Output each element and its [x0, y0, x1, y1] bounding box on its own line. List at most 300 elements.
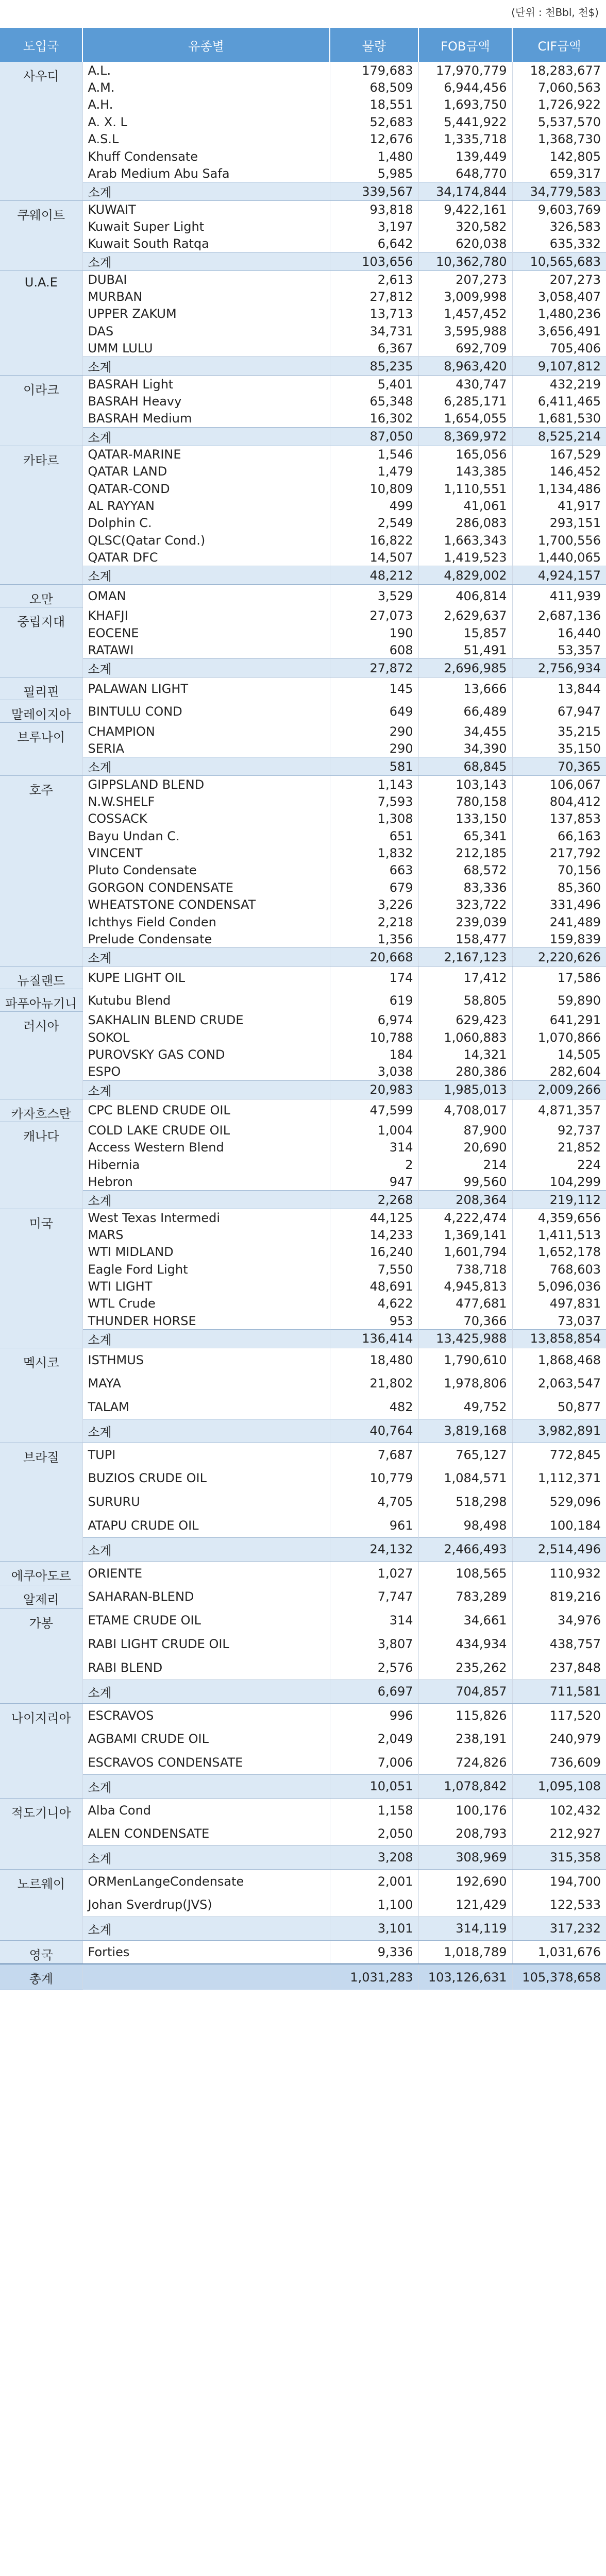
table-row: [0, 1046, 606, 1063]
country-cell: 이라크: [0, 376, 82, 446]
cif-cell: 66,163: [558, 828, 601, 843]
cif-cell: 237,848: [549, 1660, 601, 1675]
crude-name-cell: MARS: [82, 1226, 330, 1243]
table-body: [0, 62, 606, 1990]
crude-name-cell: AL RAYYAN: [82, 497, 330, 514]
crude-name-cell: RATAWI: [82, 642, 330, 659]
table-row: [0, 288, 606, 305]
cif-cell: 1,134,486: [537, 481, 601, 496]
crude-name-cell: A.L.: [82, 62, 330, 79]
subtotal-cif: 2,756,934: [512, 659, 606, 677]
cif-cell: 18,283,677: [530, 63, 601, 78]
crude-name-cell: West Texas Intermedi: [82, 1209, 330, 1226]
volume-cell: 663: [330, 862, 418, 879]
fob-cell: 115,826: [418, 1703, 512, 1727]
country-cell: 나이지리아: [0, 1703, 82, 1798]
volume-cell: 12,676: [330, 131, 418, 148]
country-cell: 파푸아뉴기니: [0, 989, 82, 1012]
crude-name-cell: ESCRAVOS: [82, 1703, 330, 1727]
volume-cell: 9,336: [330, 1940, 418, 1964]
cif-cell: 159,839: [549, 931, 601, 946]
volume-cell: 10,779: [330, 1466, 418, 1490]
subtotal-volume: 24,132: [330, 1537, 418, 1561]
table-row: [0, 393, 606, 410]
crude-name-cell: QATAR LAND: [82, 463, 330, 480]
crude-name-cell: ALEN CONDENSATE: [82, 1822, 330, 1845]
fob-cell: 783,289: [418, 1585, 512, 1608]
subtotal-volume: 136,414: [330, 1329, 418, 1348]
cif-cell: 102,432: [549, 1803, 601, 1818]
crude-name-cell: BUZIOS CRUDE OIL: [82, 1466, 330, 1490]
table-row: [0, 96, 606, 113]
volume-cell: 6,974: [330, 1012, 418, 1029]
fob-cell: 620,038: [418, 235, 512, 252]
table-row: [0, 1561, 606, 1585]
fob-cell: 238,191: [418, 1727, 512, 1751]
volume-cell: 314: [330, 1139, 418, 1156]
cif-cell: 53,357: [558, 642, 601, 657]
fob-cell: 207,273: [418, 271, 512, 288]
table-row: [0, 967, 606, 989]
country-cell: 브라질: [0, 1443, 82, 1561]
fob-cell: 9,422,161: [418, 201, 512, 218]
volume-cell: 1,308: [330, 810, 418, 827]
volume-cell: 18,480: [330, 1348, 418, 1371]
fob-cell: 1,457,452: [418, 306, 512, 323]
subtotal-volume: 3,208: [330, 1845, 418, 1869]
crude-name-cell: Access Western Blend: [82, 1139, 330, 1156]
country-cell: 필리핀: [0, 677, 82, 700]
volume-cell: 145: [330, 677, 418, 700]
fob-cell: 4,708,017: [418, 1099, 512, 1122]
fob-cell: 17,412: [418, 967, 512, 989]
table-row: [0, 306, 606, 323]
country-cell: U.A.E: [0, 271, 82, 376]
crude-name-cell: ESCRAVOS CONDENSATE: [82, 1751, 330, 1774]
subtotal-label: 소계: [82, 1845, 330, 1869]
cif-cell: 67,947: [558, 704, 601, 719]
table-row: [0, 1822, 606, 1845]
table-row: [0, 642, 606, 659]
crude-name-cell: BINTULU COND: [82, 700, 330, 723]
cif-cell: 4,871,357: [537, 1103, 601, 1118]
crude-name-cell: QATAR-COND: [82, 480, 330, 497]
subtotal-volume: 2,268: [330, 1191, 418, 1209]
country-cell: 영국: [0, 1940, 82, 1964]
volume-cell: 14,233: [330, 1226, 418, 1243]
cif-cell: 1,411,513: [537, 1227, 601, 1242]
cif-cell: 1,700,556: [537, 533, 601, 548]
table-row: [0, 810, 606, 827]
fob-cell: 320,582: [418, 218, 512, 235]
table-row: [0, 165, 606, 182]
crude-name-cell: A. X. L: [82, 113, 330, 130]
crude-name-cell: Kuwait Super Light: [82, 218, 330, 235]
subtotal-volume: 48,212: [330, 566, 418, 585]
fob-cell: 20,690: [418, 1139, 512, 1156]
volume-cell: 27,073: [330, 607, 418, 624]
cif-cell: 241,489: [549, 914, 601, 929]
subtotal-fob: 2,466,493: [418, 1537, 512, 1561]
subtotal-cif: 711,581: [512, 1680, 606, 1703]
volume-cell: 21,802: [330, 1371, 418, 1395]
fob-cell: 518,298: [418, 1490, 512, 1514]
crude-name-cell: PUROVSKY GAS COND: [82, 1046, 330, 1063]
subtotal-cif: 70,365: [512, 757, 606, 776]
cif-cell: 1,070,866: [537, 1030, 601, 1045]
table-row: [0, 776, 606, 793]
fob-cell: 58,805: [418, 989, 512, 1012]
subtotal-volume: 85,235: [330, 357, 418, 376]
volume-cell: 619: [330, 989, 418, 1012]
subtotal-label: 소계: [82, 252, 330, 271]
table-row: [0, 1278, 606, 1295]
volume-cell: 1,480: [330, 148, 418, 165]
total-volume: 1,031,283: [330, 1964, 418, 1990]
crude-name-cell: TUPI: [82, 1443, 330, 1466]
crude-name-cell: Prelude Condensate: [82, 930, 330, 947]
fob-cell: 2,629,637: [418, 607, 512, 624]
country-cell: 사우디: [0, 62, 82, 201]
subtotal-row: [0, 1080, 606, 1099]
cif-cell: 438,757: [549, 1637, 601, 1652]
volume-cell: 2,049: [330, 1727, 418, 1751]
table-row: [0, 607, 606, 624]
total-cif: 105,378,658: [512, 1964, 606, 1990]
table-header-row: [0, 28, 606, 62]
volume-cell: 7,593: [330, 793, 418, 810]
crude-name-cell: MURBAN: [82, 288, 330, 305]
cif-cell: 35,215: [558, 724, 601, 739]
table-row: [0, 62, 606, 79]
cif-cell: 137,853: [549, 811, 601, 826]
subtotal-row: [0, 1680, 606, 1703]
crude-name-cell: Arab Medium Abu Safa: [82, 165, 330, 182]
subtotal-volume: 10,051: [330, 1774, 418, 1798]
crude-name-cell: Kutubu Blend: [82, 989, 330, 1012]
volume-cell: 961: [330, 1514, 418, 1537]
cif-cell: 224: [577, 1157, 601, 1172]
fob-cell: 434,934: [418, 1632, 512, 1656]
fob-cell: 323,722: [418, 896, 512, 913]
cif-cell: 21,852: [558, 1140, 601, 1155]
table-row: [0, 1122, 606, 1139]
fob-cell: 430,747: [418, 376, 512, 393]
crude-name-cell: GIPPSLAND BLEND: [82, 776, 330, 793]
subtotal-fob: 8,369,972: [418, 427, 512, 446]
subtotal-cif: 315,358: [512, 1845, 606, 1869]
country-cell: 말레이지아: [0, 700, 82, 723]
subtotal-label: 소계: [82, 1191, 330, 1209]
cif-cell: 34,976: [558, 1613, 601, 1628]
fob-cell: 765,127: [418, 1443, 512, 1466]
subtotal-volume: 103,656: [330, 252, 418, 271]
subtotal-label: 소계: [82, 757, 330, 776]
volume-cell: 2,613: [330, 271, 418, 288]
table-row: [0, 896, 606, 913]
cif-cell: 659,317: [549, 166, 601, 181]
volume-cell: 6,642: [330, 235, 418, 252]
cif-cell: 106,067: [549, 777, 601, 792]
country-cell: 에쿠아도르: [0, 1561, 82, 1585]
cif-cell: 1,868,468: [537, 1352, 601, 1367]
cif-cell: 207,273: [549, 272, 601, 287]
crude-name-cell: CPC BLEND CRUDE OIL: [82, 1099, 330, 1122]
crude-name-cell: KHAFJI: [82, 607, 330, 624]
table-row: [0, 131, 606, 148]
table-row: [0, 624, 606, 641]
subtotal-volume: 20,983: [330, 1080, 418, 1099]
total-spacer: [82, 1964, 330, 1990]
subtotal-label: 소계: [82, 1329, 330, 1348]
cif-cell: 432,219: [549, 377, 601, 392]
cif-cell: 217,792: [549, 845, 601, 860]
subtotal-row: [0, 566, 606, 585]
fob-cell: 1,369,141: [418, 1226, 512, 1243]
crude-name-cell: Forties: [82, 1940, 330, 1964]
crude-name-cell: SOKOL: [82, 1029, 330, 1046]
fob-cell: 1,790,610: [418, 1348, 512, 1371]
crude-name-cell: WHEATSTONE CONDENSAT: [82, 896, 330, 913]
crude-name-cell: SAHARAN-BLEND: [82, 1585, 330, 1608]
cif-cell: 92,737: [558, 1123, 601, 1138]
crude-name-cell: KUWAIT: [82, 201, 330, 218]
subtotal-cif: 9,107,812: [512, 357, 606, 376]
fob-cell: 70,366: [418, 1312, 512, 1329]
volume-cell: 3,529: [330, 585, 418, 607]
crude-name-cell: Ichthys Field Conden: [82, 913, 330, 930]
volume-cell: 34,731: [330, 323, 418, 340]
crude-name-cell: Alba Cond: [82, 1798, 330, 1822]
table-row: [0, 1295, 606, 1312]
cif-cell: 117,520: [549, 1708, 601, 1723]
subtotal-cif: 8,525,214: [512, 427, 606, 446]
fob-cell: 1,110,551: [418, 480, 512, 497]
country-cell: 멕시코: [0, 1348, 82, 1443]
country-cell: 중립지대: [0, 607, 82, 677]
fob-cell: 41,061: [418, 497, 512, 514]
subtotal-fob: 4,829,002: [418, 566, 512, 585]
cif-cell: 212,927: [549, 1826, 601, 1841]
crude-name-cell: Kuwait South Ratqa: [82, 235, 330, 252]
country-cell: 미국: [0, 1209, 82, 1348]
crude-name-cell: Dolphin C.: [82, 515, 330, 532]
subtotal-label: 소계: [82, 1419, 330, 1443]
subtotal-fob: 13,425,988: [418, 1329, 512, 1348]
country-cell: 호주: [0, 776, 82, 967]
volume-cell: 947: [330, 1173, 418, 1190]
table-row: [0, 446, 606, 463]
fob-cell: 66,489: [418, 700, 512, 723]
subtotal-cif: 13,858,854: [512, 1329, 606, 1348]
table-row: [0, 1751, 606, 1774]
volume-cell: 16,822: [330, 532, 418, 549]
subtotal-fob: 10,362,780: [418, 252, 512, 271]
table-row: [0, 700, 606, 723]
table-row: [0, 677, 606, 700]
subtotal-row: [0, 1774, 606, 1798]
fob-cell: 648,770: [418, 165, 512, 182]
fob-cell: 98,498: [418, 1514, 512, 1537]
volume-cell: 174: [330, 967, 418, 989]
subtotal-fob: 2,696,985: [418, 659, 512, 677]
fob-cell: 1,978,806: [418, 1371, 512, 1395]
fob-cell: 34,390: [418, 740, 512, 757]
fob-cell: 103,143: [418, 776, 512, 793]
volume-cell: 7,687: [330, 1443, 418, 1466]
country-cell: 오만: [0, 585, 82, 607]
cif-cell: 736,609: [549, 1755, 601, 1770]
crude-name-cell: Eagle Ford Light: [82, 1261, 330, 1278]
volume-cell: 1,100: [330, 1893, 418, 1917]
fob-cell: 214: [418, 1156, 512, 1173]
fob-cell: 6,944,456: [418, 79, 512, 96]
subtotal-label: 소계: [82, 427, 330, 446]
volume-cell: 2,050: [330, 1822, 418, 1845]
crude-name-cell: Hebron: [82, 1173, 330, 1190]
table-row: [0, 376, 606, 393]
table-row: [0, 532, 606, 549]
fob-cell: 108,565: [418, 1561, 512, 1585]
fob-cell: 1,018,789: [418, 1940, 512, 1964]
country-cell: 알제리: [0, 1585, 82, 1608]
crude-name-cell: OMAN: [82, 585, 330, 607]
volume-cell: 7,550: [330, 1261, 418, 1278]
cif-cell: 819,216: [549, 1589, 601, 1604]
table-row: [0, 1371, 606, 1395]
crude-name-cell: SURURU: [82, 1490, 330, 1514]
subtotal-cif: 2,009,266: [512, 1080, 606, 1099]
subtotal-fob: 1,985,013: [418, 1080, 512, 1099]
table-row: [0, 1012, 606, 1029]
crude-name-cell: AGBAMI CRUDE OIL: [82, 1727, 330, 1751]
cif-cell: 104,299: [549, 1174, 601, 1189]
fob-cell: 1,654,055: [418, 410, 512, 427]
table-row: [0, 1173, 606, 1190]
fob-cell: 83,336: [418, 879, 512, 896]
subtotal-row: [0, 1191, 606, 1209]
table-row: [0, 148, 606, 165]
table-row: [0, 1099, 606, 1122]
volume-cell: 14,507: [330, 549, 418, 566]
table-row: [0, 1261, 606, 1278]
fob-cell: 477,681: [418, 1295, 512, 1312]
country-cell: 캐나다: [0, 1122, 82, 1209]
volume-cell: 651: [330, 827, 418, 844]
cif-cell: 1,440,065: [537, 550, 601, 565]
volume-cell: 649: [330, 700, 418, 723]
subtotal-label: 소계: [82, 1680, 330, 1703]
crude-name-cell: UMM LULU: [82, 340, 330, 357]
fob-cell: 143,385: [418, 463, 512, 480]
crude-name-cell: EOCENE: [82, 624, 330, 641]
cif-cell: 282,604: [549, 1064, 601, 1079]
cif-cell: 142,805: [549, 149, 601, 164]
subtotal-row: [0, 1329, 606, 1348]
subtotal-cif: 2,220,626: [512, 948, 606, 967]
cif-cell: 110,932: [549, 1566, 601, 1581]
cif-cell: 635,332: [549, 236, 601, 251]
table-row: [0, 1226, 606, 1243]
crude-name-cell: QATAR DFC: [82, 549, 330, 566]
volume-cell: 996: [330, 1703, 418, 1727]
cif-cell: 17,586: [558, 970, 601, 985]
crude-name-cell: BASRAH Light: [82, 376, 330, 393]
subtotal-fob: 208,364: [418, 1191, 512, 1209]
fob-cell: 286,083: [418, 515, 512, 532]
fob-cell: 406,814: [418, 585, 512, 607]
cif-cell: 529,096: [549, 1495, 601, 1510]
volume-cell: 93,818: [330, 201, 418, 218]
fob-cell: 1,663,343: [418, 532, 512, 549]
subtotal-volume: 6,697: [330, 1680, 418, 1703]
fob-cell: 780,158: [418, 793, 512, 810]
crude-name-cell: VINCENT: [82, 844, 330, 861]
table-row: [0, 480, 606, 497]
cif-cell: 641,291: [549, 1013, 601, 1028]
subtotal-fob: 314,119: [418, 1917, 512, 1940]
table-row: [0, 201, 606, 218]
subtotal-row: [0, 948, 606, 967]
cif-cell: 411,939: [549, 589, 601, 604]
subtotal-volume: 20,668: [330, 948, 418, 967]
fob-cell: 133,150: [418, 810, 512, 827]
table-row: [0, 1940, 606, 1964]
country-cell: 카타르: [0, 446, 82, 585]
country-cell: 카자흐스탄: [0, 1099, 82, 1122]
subtotal-fob: 308,969: [418, 1845, 512, 1869]
country-cell: 브루나이: [0, 723, 82, 776]
cif-cell: 804,412: [549, 794, 601, 809]
cif-cell: 2,687,136: [537, 608, 601, 623]
cif-cell: 331,496: [549, 897, 601, 912]
crude-name-cell: UPPER ZAKUM: [82, 306, 330, 323]
subtotal-cif: 10,565,683: [512, 252, 606, 271]
table-row: [0, 1585, 606, 1608]
cif-cell: 3,058,407: [537, 289, 601, 304]
crude-name-cell: SERIA: [82, 740, 330, 757]
total-fob: 103,126,631: [418, 1964, 512, 1990]
crude-name-cell: ORIENTE: [82, 1561, 330, 1585]
volume-cell: 48,691: [330, 1278, 418, 1295]
volume-cell: 179,683: [330, 62, 418, 79]
subtotal-fob: 1,078,842: [418, 1774, 512, 1798]
subtotal-label: 소계: [82, 566, 330, 585]
fob-cell: 1,419,523: [418, 549, 512, 566]
table-row: [0, 1395, 606, 1419]
subtotal-volume: 27,872: [330, 659, 418, 677]
table-row: [0, 844, 606, 861]
cif-cell: 9,603,769: [537, 202, 601, 217]
fob-cell: 212,185: [418, 844, 512, 861]
subtotal-row: [0, 757, 606, 776]
volume-cell: 4,622: [330, 1295, 418, 1312]
subtotal-fob: 8,963,420: [418, 357, 512, 376]
cif-cell: 1,368,730: [537, 132, 601, 147]
volume-cell: 10,788: [330, 1029, 418, 1046]
crude-name-cell: WTL Crude: [82, 1295, 330, 1312]
fob-cell: 15,857: [418, 624, 512, 641]
subtotal-row: [0, 357, 606, 376]
fob-cell: 100,176: [418, 1798, 512, 1822]
table-row: [0, 1348, 606, 1371]
volume-cell: 499: [330, 497, 418, 514]
table-row: [0, 323, 606, 340]
subtotal-row: [0, 1845, 606, 1869]
table-row: [0, 879, 606, 896]
subtotal-cif: 1,095,108: [512, 1774, 606, 1798]
crude-name-cell: A.M.: [82, 79, 330, 96]
